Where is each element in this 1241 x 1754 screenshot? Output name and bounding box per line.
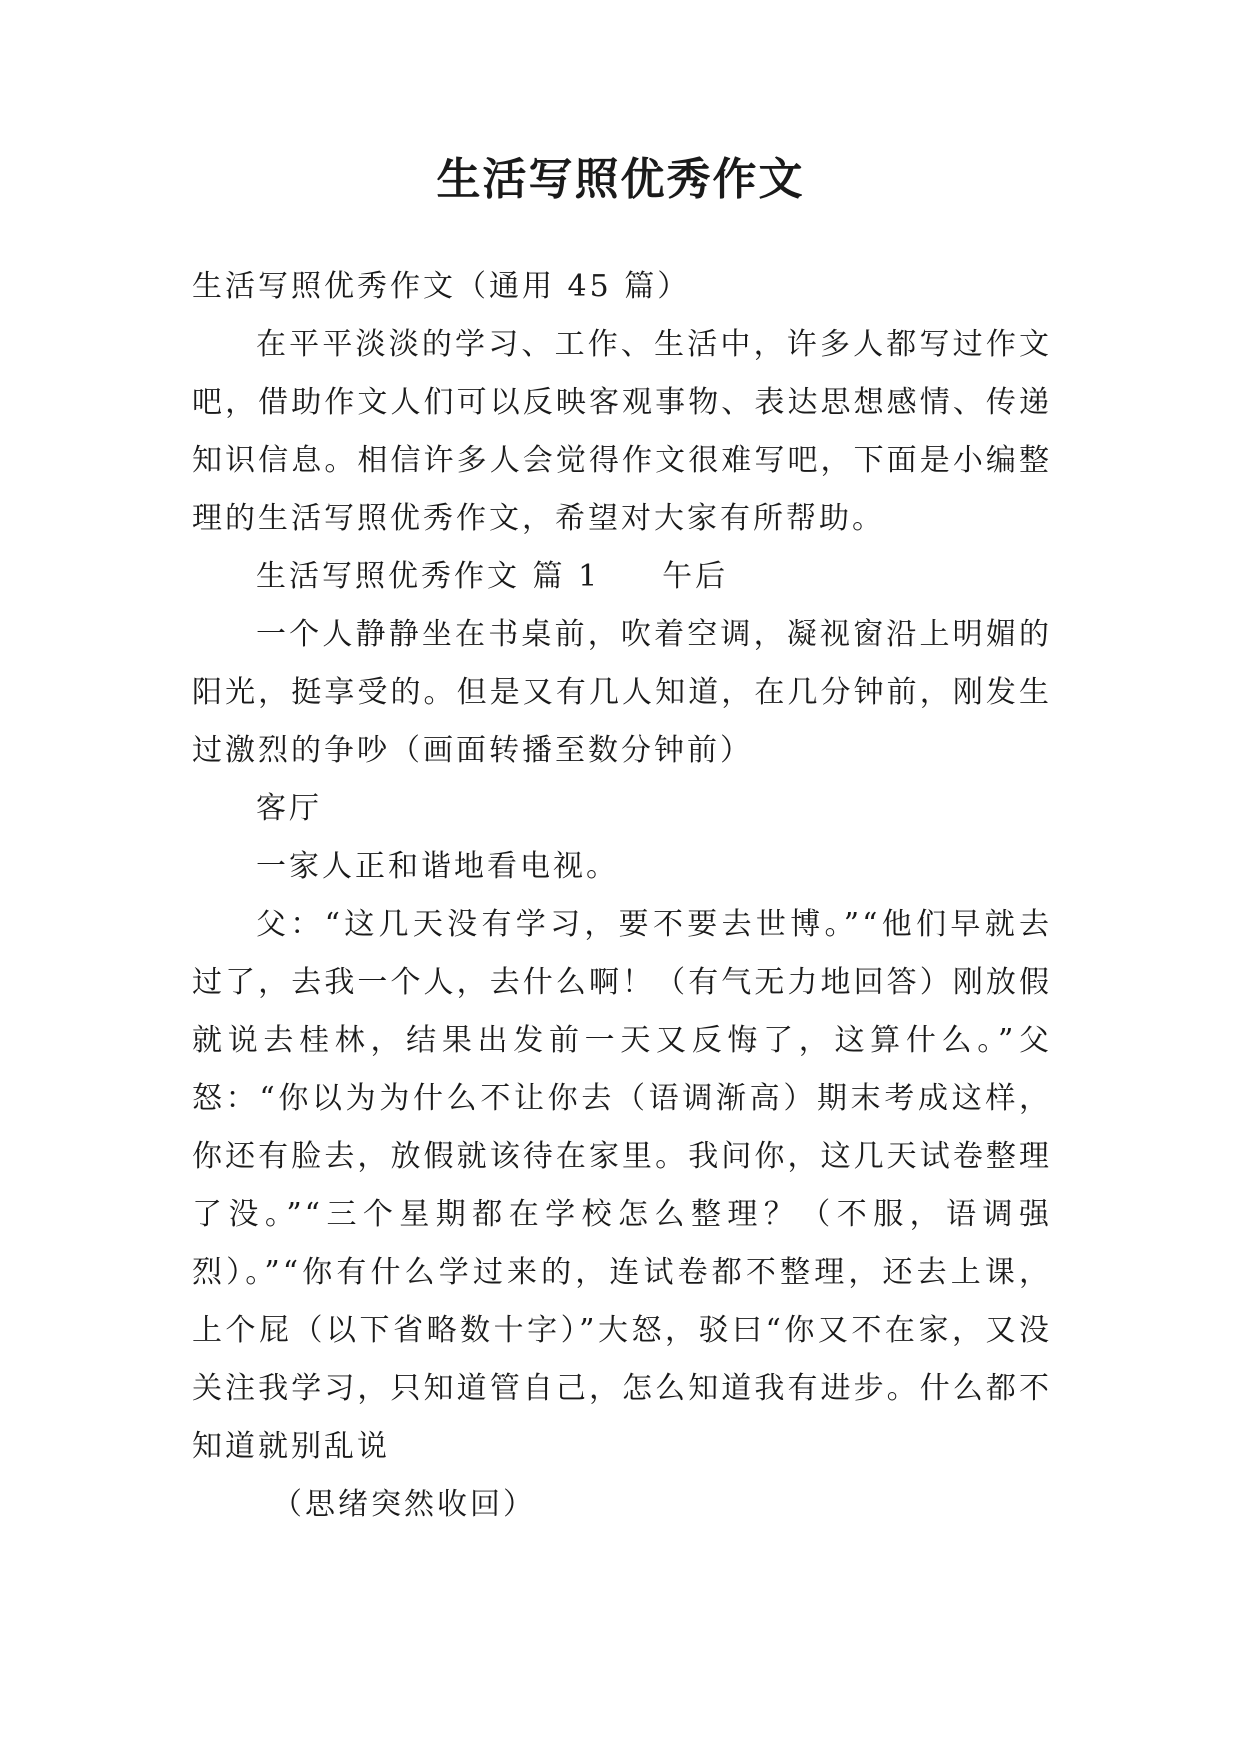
intro-paragraph: 在平平淡淡的学习、工作、生活中，许多人都写过作文吧，借助作文人们可以反映客观事物、表达思想感情、传递知识信息。相信许多人会觉得作文很难写吧，下面是小编整理的生活写照优秀作文，希望对大家有所帮助。 <box>192 327 1052 536</box>
section-heading-label: 生活写照优秀作文 篇 1 <box>256 559 601 594</box>
body-paragraph: 客厅 <box>256 791 322 826</box>
document-body <box>192 258 1052 1534</box>
body-paragraph: 一家人正和谐地看电视。 <box>256 849 619 884</box>
body-paragraph: 父：“这几天没有学习，要不要去世博。”“他们早就去过了，去我一个人，去什么啊！（有气无力地回答）刚放假就说去桂林，结果出发前一天又反悔了，这算什么。”父怒：“你以为为什么不让你去（语调渐高）期末考成这样，你还有脸去，放假就该待在家里。我问你，这几天试卷整理了没。”“三个星期都在学校怎么整理？（不服，语调强烈）。”“你有什么学过来的，连试卷都不整理，还去上课，上个屁（以下省略数十字）”大怒，驳曰“你又不在家，又没关注我学习，只知道管自己，怎么知道我有进步。什么都不知道就别乱说 <box>192 907 1052 1464</box>
body-paragraph: 一个人静静坐在书桌前，吹着空调，凝视窗沿上明媚的阳光，挺享受的。但是又有几人知道，在几分钟前，刚发生过激烈的争吵（画面转播至数分钟前） <box>192 617 1052 768</box>
document-subtitle: 生活写照优秀作文（通用 45 篇） <box>192 269 691 304</box>
document-title: 生活写照优秀作文 <box>436 154 805 205</box>
section-heading <box>192 548 1052 606</box>
section-heading-title: 午后 <box>662 559 729 594</box>
body-paragraph: （思绪突然收回） <box>272 1487 536 1522</box>
